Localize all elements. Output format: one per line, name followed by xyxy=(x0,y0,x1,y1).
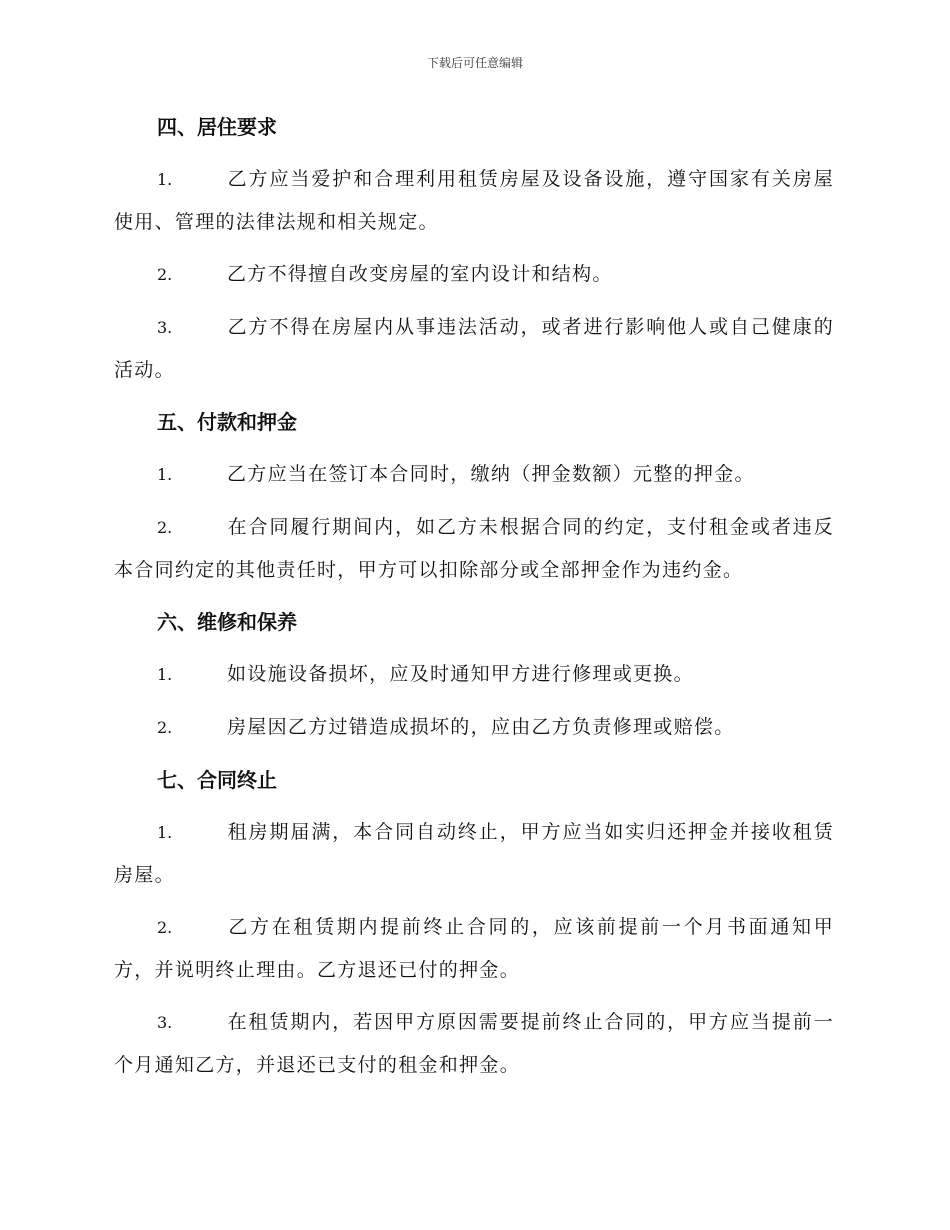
clause-text: 乙方在租赁期内提前终止合同的，应该前提前一个月书面通知甲方，并说明终止理由。乙方退还已付的押金。 xyxy=(114,916,834,981)
clause-text: 如设施设备损坏，应及时通知甲方进行修理或更换。 xyxy=(227,663,694,685)
clause xyxy=(114,158,834,243)
section-maintenance xyxy=(114,601,834,749)
clause-text: 乙方不得在房屋内从事违法活动，或者进行影响他人或自己健康的活动。 xyxy=(114,316,834,381)
page-header: 下载后可任意编辑 xyxy=(426,56,523,70)
clause-number: 2. xyxy=(157,718,173,737)
clause xyxy=(114,306,834,391)
clause xyxy=(114,906,834,991)
clause xyxy=(114,811,834,896)
clause-number: 3. xyxy=(157,318,173,337)
clause-text: 房屋因乙方过错造成损坏的，应由乙方负责修理或赔偿。 xyxy=(227,716,735,738)
clause-number: 2. xyxy=(157,918,173,937)
clause-text: 在合同履行期间内，如乙方未根据合同的约定，支付租金或者违反本合同约定的其他责任时，甲方可以扣除部分或全部押金作为违约金。 xyxy=(114,516,834,581)
clause xyxy=(114,1001,834,1086)
section-payment-deposit xyxy=(114,401,834,591)
clause xyxy=(114,453,834,496)
section-title: 六、维修和保养 xyxy=(157,610,297,634)
clause-number: 1. xyxy=(157,465,173,484)
clause-text: 乙方应当爱护和合理利用租赁房屋及设备设施，遵守国家有关房屋使用、管理的法律法规和相关规定。 xyxy=(114,168,834,233)
clause xyxy=(114,706,834,749)
section-title: 五、付款和押金 xyxy=(157,410,297,434)
document-body xyxy=(114,106,834,1096)
clause-text: 乙方应当在签订本合同时，缴纳（押金数额）元整的押金。 xyxy=(227,463,755,485)
clause xyxy=(114,653,834,696)
section-title: 四、居住要求 xyxy=(157,115,277,139)
clause-text: 在租赁期内，若因甲方原因需要提前终止合同的，甲方应当提前一个月通知乙方，并退还已支付的租金和押金。 xyxy=(114,1011,834,1076)
clause xyxy=(114,253,834,296)
clause xyxy=(114,506,834,591)
clause-number: 1. xyxy=(157,823,173,842)
clause-number: 1. xyxy=(157,665,173,684)
clause-text: 租房期届满，本合同自动终止，甲方应当如实归还押金并接收租赁房屋。 xyxy=(114,821,834,886)
section-title: 七、合同终止 xyxy=(157,768,277,792)
clause-number: 2. xyxy=(157,518,173,537)
section-residence xyxy=(114,106,834,391)
clause-number: 1. xyxy=(157,170,173,189)
clause-number: 3. xyxy=(157,1013,173,1032)
clause-text: 乙方不得擅自改变房屋的室内设计和结构。 xyxy=(227,263,613,285)
section-termination xyxy=(114,759,834,1086)
clause-number: 2. xyxy=(157,265,173,284)
